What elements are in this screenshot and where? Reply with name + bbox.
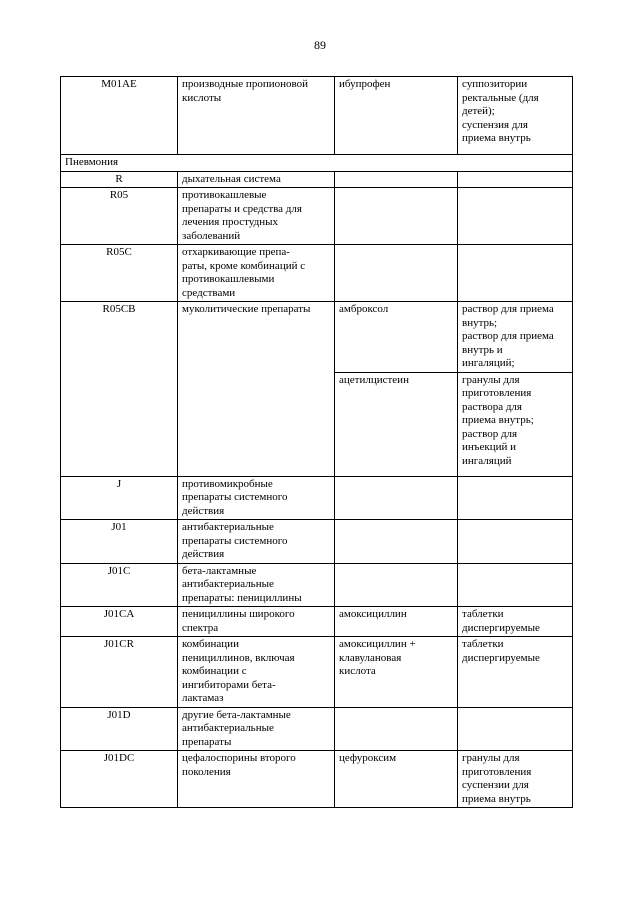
drug-name-cell (335, 707, 458, 751)
group-name-cell: противомикробные препараты системного действия (178, 476, 335, 520)
dosage-form-cell: суппозитории ректальные (для детей); суспензия для приема внутрь (458, 77, 573, 155)
dosage-form-cell: таблетки диспергируемые (458, 607, 573, 637)
drug-name-cell: цефуроксим (335, 751, 458, 808)
drug-name-cell: амоксициллин (335, 607, 458, 637)
drug-name-cell (335, 188, 458, 245)
table-row (61, 77, 573, 155)
drug-name-cell: амброксол (335, 302, 458, 373)
drug-name-cell (335, 476, 458, 520)
drug-name-cell: амоксициллин + клавулановая кислота (335, 637, 458, 708)
table-row (61, 637, 573, 708)
group-name-cell: антибактериальные препараты системного действия (178, 520, 335, 564)
atc-code-cell: J01CA (61, 607, 178, 637)
atc-code-cell: M01AE (61, 77, 178, 155)
dosage-form-cell (458, 476, 573, 520)
group-name-cell: цефалоспорины второго поколения (178, 751, 335, 808)
atc-code-cell: R05 (61, 188, 178, 245)
table-row (61, 751, 573, 808)
section-label: Пневмония (61, 155, 573, 172)
drug-name-cell (335, 520, 458, 564)
drug-name-cell (335, 563, 458, 607)
table-row (61, 171, 573, 188)
drug-table (60, 76, 573, 808)
table-row (61, 563, 573, 607)
dosage-form-cell (458, 520, 573, 564)
page-number: 89 (314, 38, 326, 52)
table-row (61, 707, 573, 751)
dosage-form-cell (458, 707, 573, 751)
dosage-form-cell: гранулы для приготовления суспензии для приема внутрь (458, 751, 573, 808)
table-row (61, 476, 573, 520)
dosage-form-cell: таблетки диспергируемые (458, 637, 573, 708)
atc-code-cell: J01D (61, 707, 178, 751)
section-row (61, 155, 573, 172)
group-name-cell: пенициллины широкого спектра (178, 607, 335, 637)
table-body (61, 77, 573, 808)
table-row (61, 188, 573, 245)
atc-code-cell: J (61, 476, 178, 520)
table-row (61, 245, 573, 302)
atc-code-cell: J01 (61, 520, 178, 564)
dosage-form-cell: гранулы для приготовления раствора для приема внутрь; раствор для инъекций и ингаляций (458, 372, 573, 476)
dosage-form-cell (458, 245, 573, 302)
table-row (61, 520, 573, 564)
table-row (61, 302, 573, 373)
drug-name-cell: ибупрофен (335, 77, 458, 155)
group-name-cell: противокашлевые препараты и средства для лечения простудных заболеваний (178, 188, 335, 245)
atc-code-cell: R (61, 171, 178, 188)
atc-code-cell: R05C (61, 245, 178, 302)
table-row (61, 607, 573, 637)
dosage-form-cell (458, 171, 573, 188)
group-name-cell: бета-лактамные антибактериальные препараты: пенициллины (178, 563, 335, 607)
dosage-form-cell (458, 563, 573, 607)
dosage-form-cell: раствор для приема внутрь; раствор для приема внутрь и ингаляций; (458, 302, 573, 373)
atc-code-cell: R05CB (61, 302, 178, 477)
group-name-cell: комбинации пенициллинов, включая комбинации с ингибиторами бета- лактамаз (178, 637, 335, 708)
drug-name-cell: ацетилцистеин (335, 372, 458, 476)
atc-code-cell: J01C (61, 563, 178, 607)
group-name-cell: муколитические препараты (178, 302, 335, 477)
drug-name-cell (335, 171, 458, 188)
group-name-cell: производные пропионовой кислоты (178, 77, 335, 155)
group-name-cell: отхаркивающие препа- раты, кроме комбинаций с противокашлевыми средствами (178, 245, 335, 302)
group-name-cell: дыхательная система (178, 171, 335, 188)
dosage-form-cell (458, 188, 573, 245)
drug-name-cell (335, 245, 458, 302)
atc-code-cell: J01CR (61, 637, 178, 708)
group-name-cell: другие бета-лактамные антибактериальные препараты (178, 707, 335, 751)
atc-code-cell: J01DC (61, 751, 178, 808)
